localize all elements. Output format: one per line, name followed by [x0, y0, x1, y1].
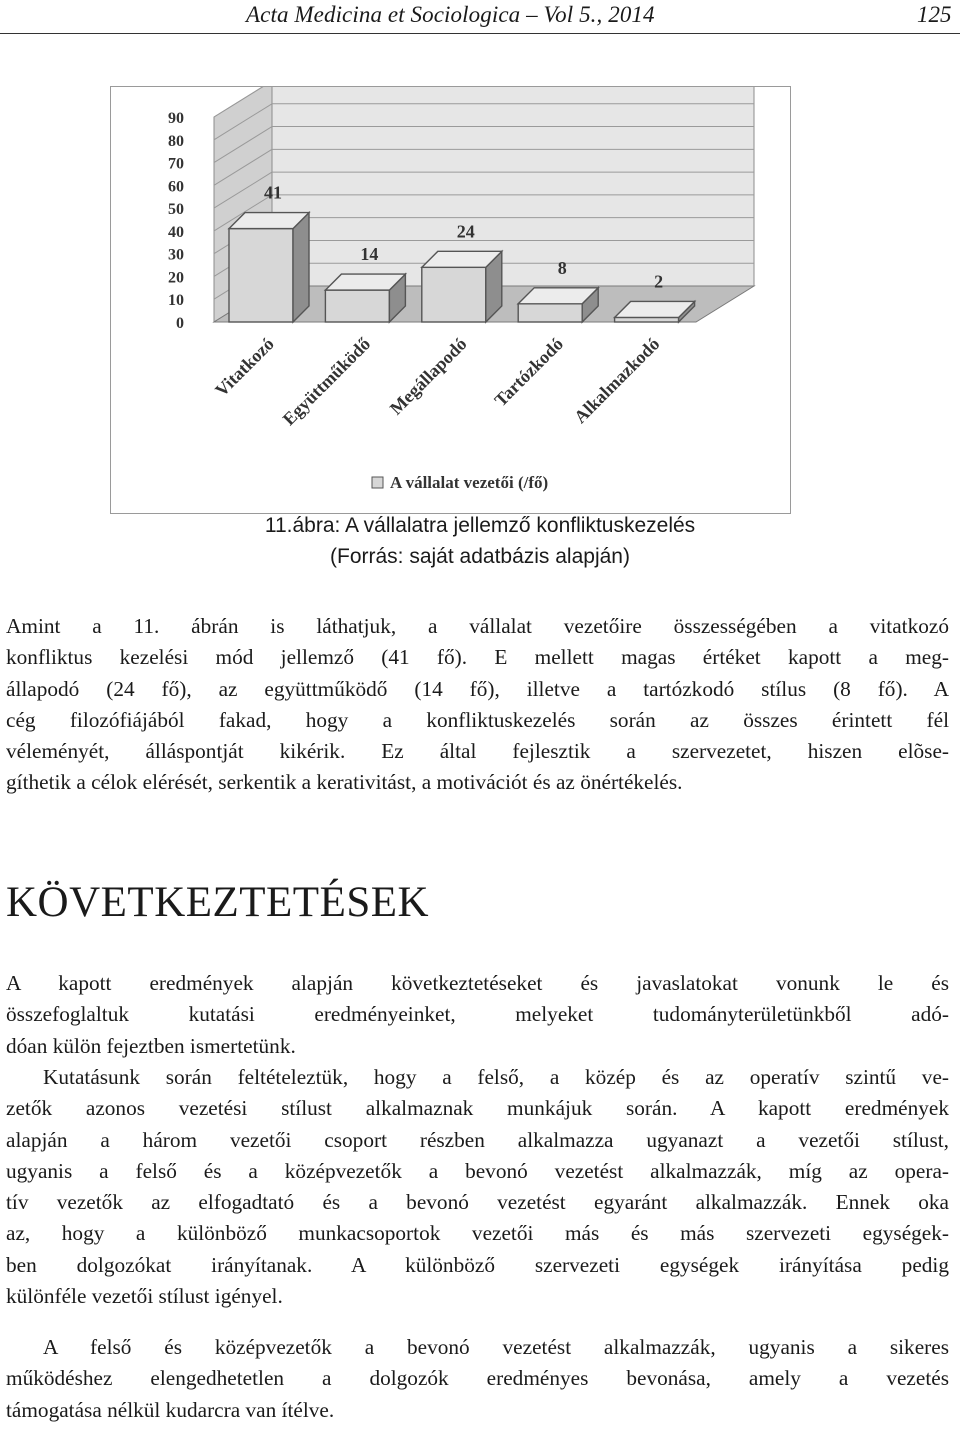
- y-tick-label: 40: [168, 223, 184, 241]
- text-line: különféle vezetői stílust igényel.: [6, 1284, 283, 1309]
- data-label: 24: [456, 221, 475, 242]
- text-line: konfliktus kezelési mód jellemző (41 fő). E mellett magas értéket kapott a meg-: [6, 645, 949, 670]
- text-line: tív vezetők az elfogadtató és a bevonó vezetést egyaránt alkalmazzák. Ennek oka: [6, 1190, 949, 1215]
- text-line: A felső és középvezetők a bevonó vezetést alkalmazzák, ugyanis a sikeres: [43, 1335, 949, 1359]
- text-line: gíthetik a célok elérését, serkentik a kerativitást, a motivációt és az önértékelés.: [6, 770, 683, 795]
- data-label: 41: [264, 182, 282, 203]
- y-tick-label: 10: [168, 292, 184, 310]
- text-line: összefoglaltuk kutatási eredményeinket, melyeket tudományterületünkből adó-: [6, 1002, 949, 1027]
- y-tick-label: 0: [176, 315, 184, 332]
- data-label: 8: [557, 257, 567, 278]
- chart-back-wall: [272, 87, 754, 286]
- data-label: 2: [654, 271, 664, 292]
- category-label: Tartózkodó: [490, 333, 568, 411]
- y-tick-label: 60: [168, 178, 184, 196]
- journal-title: Acta Medicina et Sociologica – Vol 5., 2014: [246, 2, 655, 27]
- category-label: Alkalmazkodó: [570, 333, 664, 428]
- category-label: Együttműködő: [278, 333, 375, 430]
- text-line: alapján a három vezetői csoport részben alkalmazza ugyanazt a vezetői stílust,: [6, 1127, 949, 1152]
- paragraph-1: [6, 611, 949, 799]
- page-number: 125: [917, 2, 952, 27]
- text-line: állapodó (24 fő), az együttműködő (14 fő), illetve a tartózkodó stílus (8 fő). A: [6, 676, 949, 701]
- y-tick-label: 80: [168, 132, 184, 150]
- figure-caption-line2: (Forrás: saját adatbázis alapján): [330, 545, 630, 568]
- y-tick-label: 90: [168, 110, 184, 127]
- bar-front: [518, 304, 582, 322]
- bar-front: [325, 290, 389, 322]
- y-tick-label: 70: [168, 155, 184, 173]
- category-label: Megállapodó: [385, 333, 471, 419]
- category-label: Vitatkozó: [211, 333, 278, 401]
- text-line: ugyanis a felső és a középvezetők a bevonó vezetést alkalmazzák, míg az opera-: [6, 1158, 949, 1183]
- bar-front: [422, 267, 486, 322]
- y-tick-label: 30: [168, 246, 184, 264]
- text-line: támogatása nélkül kudarcra van ítélve.: [6, 1397, 335, 1422]
- section-heading: KÖVETKEZTETÉSEK: [6, 879, 430, 926]
- text-line: cég filozófiájából fakad, hogy a konfliktuskezelés során az összes érintett fél: [6, 707, 949, 732]
- header-rule: [0, 33, 960, 34]
- legend-swatch: [372, 477, 383, 488]
- text-line: véleményét, álláspontját kikérik. Ez által fejlesztik a szervezetet, hiszen elõse-: [6, 739, 949, 764]
- text-line: dóan külön fejeztben ismertetünk.: [6, 1033, 296, 1058]
- legend-label: A vállalat vezetői (/fő): [390, 473, 549, 492]
- text-line: A kapott eredmények alapján következtetéseket és javaslatokat vonunk le és: [6, 971, 949, 995]
- paragraph-3: [6, 1062, 949, 1312]
- chart-frame: [110, 86, 791, 514]
- text-line: Amint a 11. ábrán is láthatjuk, a vállalat vezetőire összességében a vitatkozó: [6, 614, 949, 638]
- figure-caption-line1: 11.ábra: A vállalatra jellemző konfliktuskezelés: [264, 514, 696, 537]
- bar-front: [229, 229, 293, 322]
- bar-side: [293, 213, 309, 322]
- text-line: ben dolgozókat irányítanak. A különböző szervezeti egységek irányítása pedig: [6, 1252, 949, 1277]
- paragraph-2: [6, 968, 949, 1062]
- page-header: [0, 0, 960, 36]
- paragraph-4: [6, 1332, 949, 1426]
- data-label: 14: [360, 244, 379, 265]
- y-tick-label: 20: [168, 269, 184, 287]
- text-line: zetők azonos vezetési stílust alkalmaznak munkájuk során. A kapott eredmények: [6, 1096, 949, 1121]
- text-line: az, hogy a különböző munkacsoportok vezetői más és más szervezeti egységek-: [6, 1221, 949, 1246]
- y-tick-label: 50: [168, 201, 184, 219]
- text-line: Kutatásunk során feltételeztük, hogy a felső, a közép és az operatív szintű ve-: [43, 1065, 949, 1089]
- text-line: működéshez elengedhetetlen a dolgozók eredményes bevonása, amely a vezetés: [6, 1366, 949, 1391]
- bar-chart: [111, 87, 790, 513]
